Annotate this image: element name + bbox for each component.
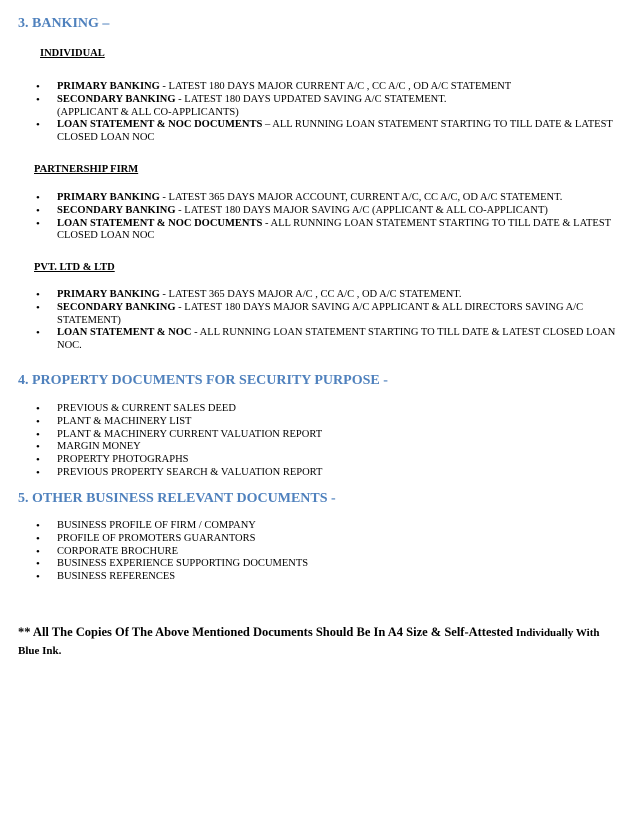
- property-list: [36, 403, 626, 480]
- note-main: ** All The Copies Of The Above Mentioned Documents Should Be In A4 Size & Self-Attested: [18, 625, 514, 639]
- list-item: • PRIMARY BANKING - LATEST 365 DAYS MAJOR A/C , CC A/C , OD A/C STATEMENT.: [36, 289, 626, 302]
- business-list: [36, 520, 626, 584]
- list-item: • SECONDARY BANKING - LATEST 180 DAYS MAJOR SAVING A/C (APPLICANT & ALL CO-APPLICANT): [36, 205, 626, 218]
- business-heading: 5. OTHER BUSINESS RELEVANT DOCUMENTS -: [18, 491, 336, 506]
- banking-heading: 3. BANKING –: [18, 16, 110, 31]
- list-item: • BUSINESS PROFILE OF FIRM / COMPANY: [36, 520, 626, 533]
- pvtltd-subheading: PVT. LTD & LTD: [34, 262, 115, 273]
- list-item: • LOAN STATEMENT & NOC - ALL RUNNING LOAN STATEMENT STARTING TO TILL DATE & LATEST CLOSED LOAN NOC.: [36, 327, 626, 353]
- list-item: • PREVIOUS PROPERTY SEARCH & VALUATION REPORT: [36, 467, 626, 480]
- list-item: • SECONDARY BANKING - LATEST 180 DAYS MAJOR SAVING A/C APPLICANT & ALL DIRECTORS SAVING A/C STATEMENT): [36, 302, 626, 328]
- list-item: • BUSINESS EXPERIENCE SUPPORTING DOCUMENTS: [36, 558, 626, 571]
- list-item: • MARGIN MONEY: [36, 441, 626, 454]
- list-item: • PROPERTY PHOTOGRAPHS: [36, 454, 626, 467]
- footer-note: [18, 624, 623, 659]
- note-tail: Individually With Blue Ink.: [18, 627, 600, 657]
- partnership-subheading: PARTNERSHIP FIRM: [34, 164, 139, 175]
- list-item: • PLANT & MACHINERY CURRENT VALUATION REPORT: [36, 429, 626, 442]
- list-item: • PRIMARY BANKING - LATEST 365 DAYS MAJOR ACCOUNT, CURRENT A/C, CC A/C, OD A/C STATEMENT.: [36, 192, 626, 205]
- partnership-list: [36, 192, 626, 243]
- list-item: • PRIMARY BANKING - LATEST 180 DAYS MAJOR CURRENT A/C , CC A/C , OD A/C STATEMENT: [36, 81, 626, 94]
- list-item-continuation: (APPLICANT & ALL CO-APPLICANTS): [57, 106, 239, 118]
- individual-list: [36, 81, 626, 145]
- property-heading: 4. PROPERTY DOCUMENTS FOR SECURITY PURPOSE -: [18, 373, 388, 388]
- individual-subheading: INDIVIDUAL: [40, 48, 105, 59]
- list-item: • LOAN STATEMENT & NOC DOCUMENTS - ALL RUNNING LOAN STATEMENT STARTING TO TILL DATE & LATEST CLOSED LOAN NOC: [36, 218, 626, 244]
- pvtltd-list: [36, 289, 626, 353]
- list-item: • SECONDARY BANKING - LATEST 180 DAYS UPDATED SAVING A/C STATEMENT.: [36, 94, 626, 107]
- list-item: • PROFILE OF PROMOTERS GUARANTORS: [36, 533, 626, 546]
- list-item: • CORPORATE BROCHURE: [36, 546, 626, 559]
- list-item: • PREVIOUS & CURRENT SALES DEED: [36, 403, 626, 416]
- list-item: • PLANT & MACHINERY LIST: [36, 416, 626, 429]
- list-item: • BUSINESS REFERENCES: [36, 571, 626, 584]
- list-item: • LOAN STATEMENT & NOC DOCUMENTS – ALL RUNNING LOAN STATEMENT STARTING TO TILL DATE & LATEST CLOSED LOAN NOC: [36, 119, 626, 145]
